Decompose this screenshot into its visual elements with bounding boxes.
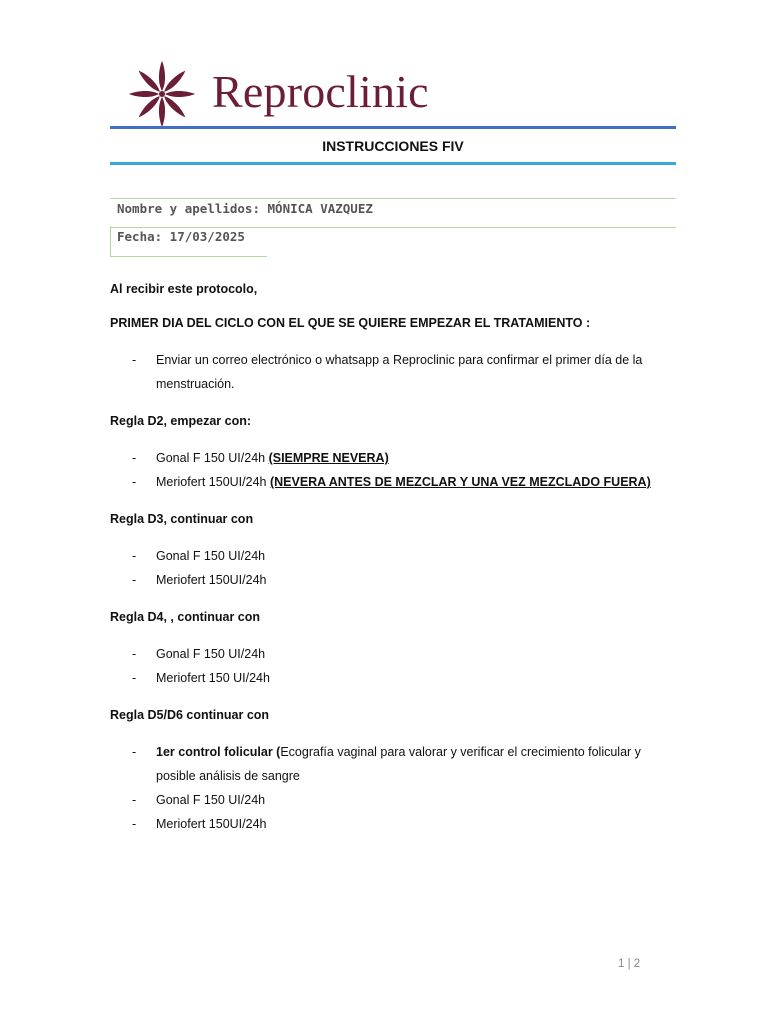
document-body <box>110 280 670 852</box>
list-item: - Enviar un correo electrónico o whatsapp a Reproclinic para confirmar el primer día de la menstruación. <box>110 348 670 396</box>
section-heading-d5-d6: Regla D5/D6 continuar con <box>110 708 270 722</box>
list-item: - Gonal F 150 UI/24h <box>110 642 670 666</box>
list-item: - 1er control folicular (Ecografía vaginal para valorar y verificar el crecimiento folicular y posible análisis de sangre <box>110 740 670 788</box>
list-item: - Gonal F 150 UI/24h <box>110 788 670 812</box>
list-d4 <box>110 642 670 690</box>
list-item: - Gonal F 150 UI/24h <box>110 544 670 568</box>
list-d5-d6 <box>110 740 670 836</box>
list-first-day <box>110 348 670 396</box>
page-number: 1 | 2 <box>618 958 641 970</box>
list-d3 <box>110 544 670 592</box>
list-item: - Meriofert 150UI/24h <box>110 568 670 592</box>
section-heading-d3: Regla D3, continuar con <box>110 512 254 526</box>
flower-logo-icon <box>126 58 198 130</box>
document-title: INSTRUCCIONES FIV <box>322 138 464 154</box>
section-heading-first-day: PRIMER DIA DEL CICLO CON EL QUE SE QUIERE EMPEZAR EL TRATAMIENTO : <box>110 316 591 330</box>
header-rule-top <box>110 126 676 129</box>
patient-name-field: Nombre y apellidos: MÓNICA VAZQUEZ <box>117 201 373 216</box>
list-d2 <box>110 446 670 494</box>
header-rule-bottom <box>110 162 676 165</box>
list-item: - Meriofert 150UI/24h (NEVERA ANTES DE MEZCLAR Y UNA VEZ MEZCLADO FUERA) <box>110 470 670 494</box>
storage-note: (NEVERA ANTES DE MEZCLAR Y UNA VEZ MEZCLADO FUERA) <box>269 475 651 489</box>
section-heading-d2: Regla D2, empezar con: <box>110 414 252 428</box>
storage-note: (SIEMPRE NEVERA) <box>268 451 389 465</box>
list-item: - Meriofert 150UI/24h <box>110 812 670 836</box>
section-heading-d4: Regla D4, , continuar con <box>110 610 261 624</box>
list-item: - Gonal F 150 UI/24h (SIEMPRE NEVERA) <box>110 446 670 470</box>
logo <box>126 58 429 130</box>
brand-name: Reproclinic <box>212 66 429 117</box>
date-field: Fecha: 17/03/2025 <box>117 229 245 244</box>
intro-text: Al recibir este protocolo, <box>110 282 258 296</box>
list-item: - Meriofert 150 UI/24h <box>110 666 670 690</box>
